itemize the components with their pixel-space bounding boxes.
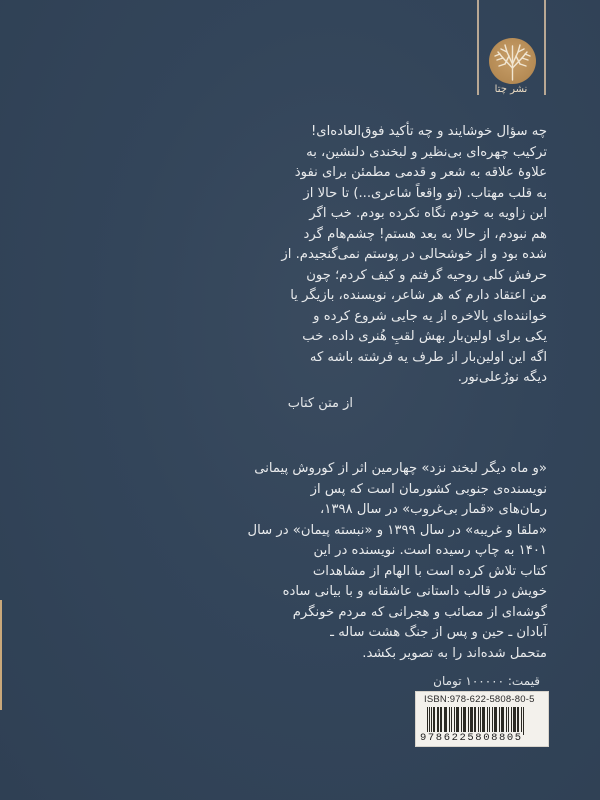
price-label: قیمت: ۱۰۰۰۰۰ تومان — [433, 674, 540, 688]
blurb-line: به قلب مهتاب. (تو واقعاً شاعری...) تا حالا از — [303, 185, 547, 201]
blurb-line: ترکیب چهره‌ای بی‌نظیر و لبخندی دلنشین، به — [306, 144, 547, 160]
description-line: کتاب تلاش کرده است با الهام از مشاهدات — [312, 563, 547, 579]
blurb-line: من اعتقاد دارم که هر شاعر، نویسنده، بازیگر یا — [290, 288, 547, 303]
blurb-line: شده بود و از خوشحالی در پوستم نمی‌گنجیدم. از — [281, 247, 547, 262]
isbn-number: ISBN:978-622-5808-80-5 — [424, 694, 535, 705]
isbn-barcode — [416, 692, 548, 746]
book-description — [247, 459, 547, 664]
description-line: آبادان ـ حین و پس از جنگ هشت ساله ـ — [330, 625, 547, 640]
blurb-line: اگه این اولین‌بار از طرف یه فرشته باشه که — [309, 349, 547, 365]
barcode-digits: 9786225808805 — [420, 732, 523, 744]
blurb-line: علاوهٔ علاقه به شعر و قدمی مطمئن برای نفوذ — [294, 165, 547, 180]
blurb-quote — [262, 122, 547, 389]
description-line: نویسنده‌ی جنوبی کشورمان است که پس از — [310, 481, 547, 497]
publisher-name: نشر چتا — [494, 84, 528, 95]
blurb-line: دیگه نورٌعلی‌نور. — [457, 370, 547, 385]
logo-divider-right — [544, 0, 546, 95]
publisher-logo — [478, 0, 544, 100]
page-edge-strip — [0, 600, 2, 710]
description-line: «و ماه دیگر لبخند نزد» چهارمین اثر از کوروش پیمانی — [254, 461, 547, 476]
description-line: گوشه‌ای از مصائب و هجرانی که مردم خونگرم — [292, 604, 547, 620]
description-line: خویش در قالب داستانی عاشقانه و با بیانی ساده — [282, 584, 547, 599]
description-line: متحمل شده‌اند را به تصویر بکشد. — [362, 645, 547, 661]
description-line: ۱۴۰۱ به چاپ رسیده است. نویسنده در این — [313, 543, 547, 558]
blurb-line: هم نبودم، از حالا به بعد هستم! چشم‌هام گرد — [303, 226, 547, 242]
description-line: «ملقا و غریبه» در سال ۱۳۹۹ و «نبسته پیمان» در سال — [247, 522, 547, 538]
quote-source-caption: از متن کتاب — [287, 396, 353, 411]
tree-in-circle-icon — [489, 38, 536, 84]
blurb-line: خواننده‌ای بالاخره از یه جایی شروع کرده و — [313, 308, 547, 324]
barcode-icon — [427, 707, 541, 735]
blurb-line: چه سؤال خوشایند و چه تأکید فوق‌العاده‌ای! — [310, 124, 547, 139]
blurb-line: یکی برای اولین‌بار بهش لقبِ هُنری داده. خب — [302, 329, 547, 344]
description-line: رمان‌های «قمار بی‌غروب» در سال ۱۳۹۸، — [320, 502, 547, 517]
blurb-line: حرفش کلی روحیه گرفتم و کیف کردم؛ چون — [306, 267, 547, 283]
blurb-line: این زاویه به خودم نگاه نکرده بودم. خب اگر — [309, 206, 547, 221]
